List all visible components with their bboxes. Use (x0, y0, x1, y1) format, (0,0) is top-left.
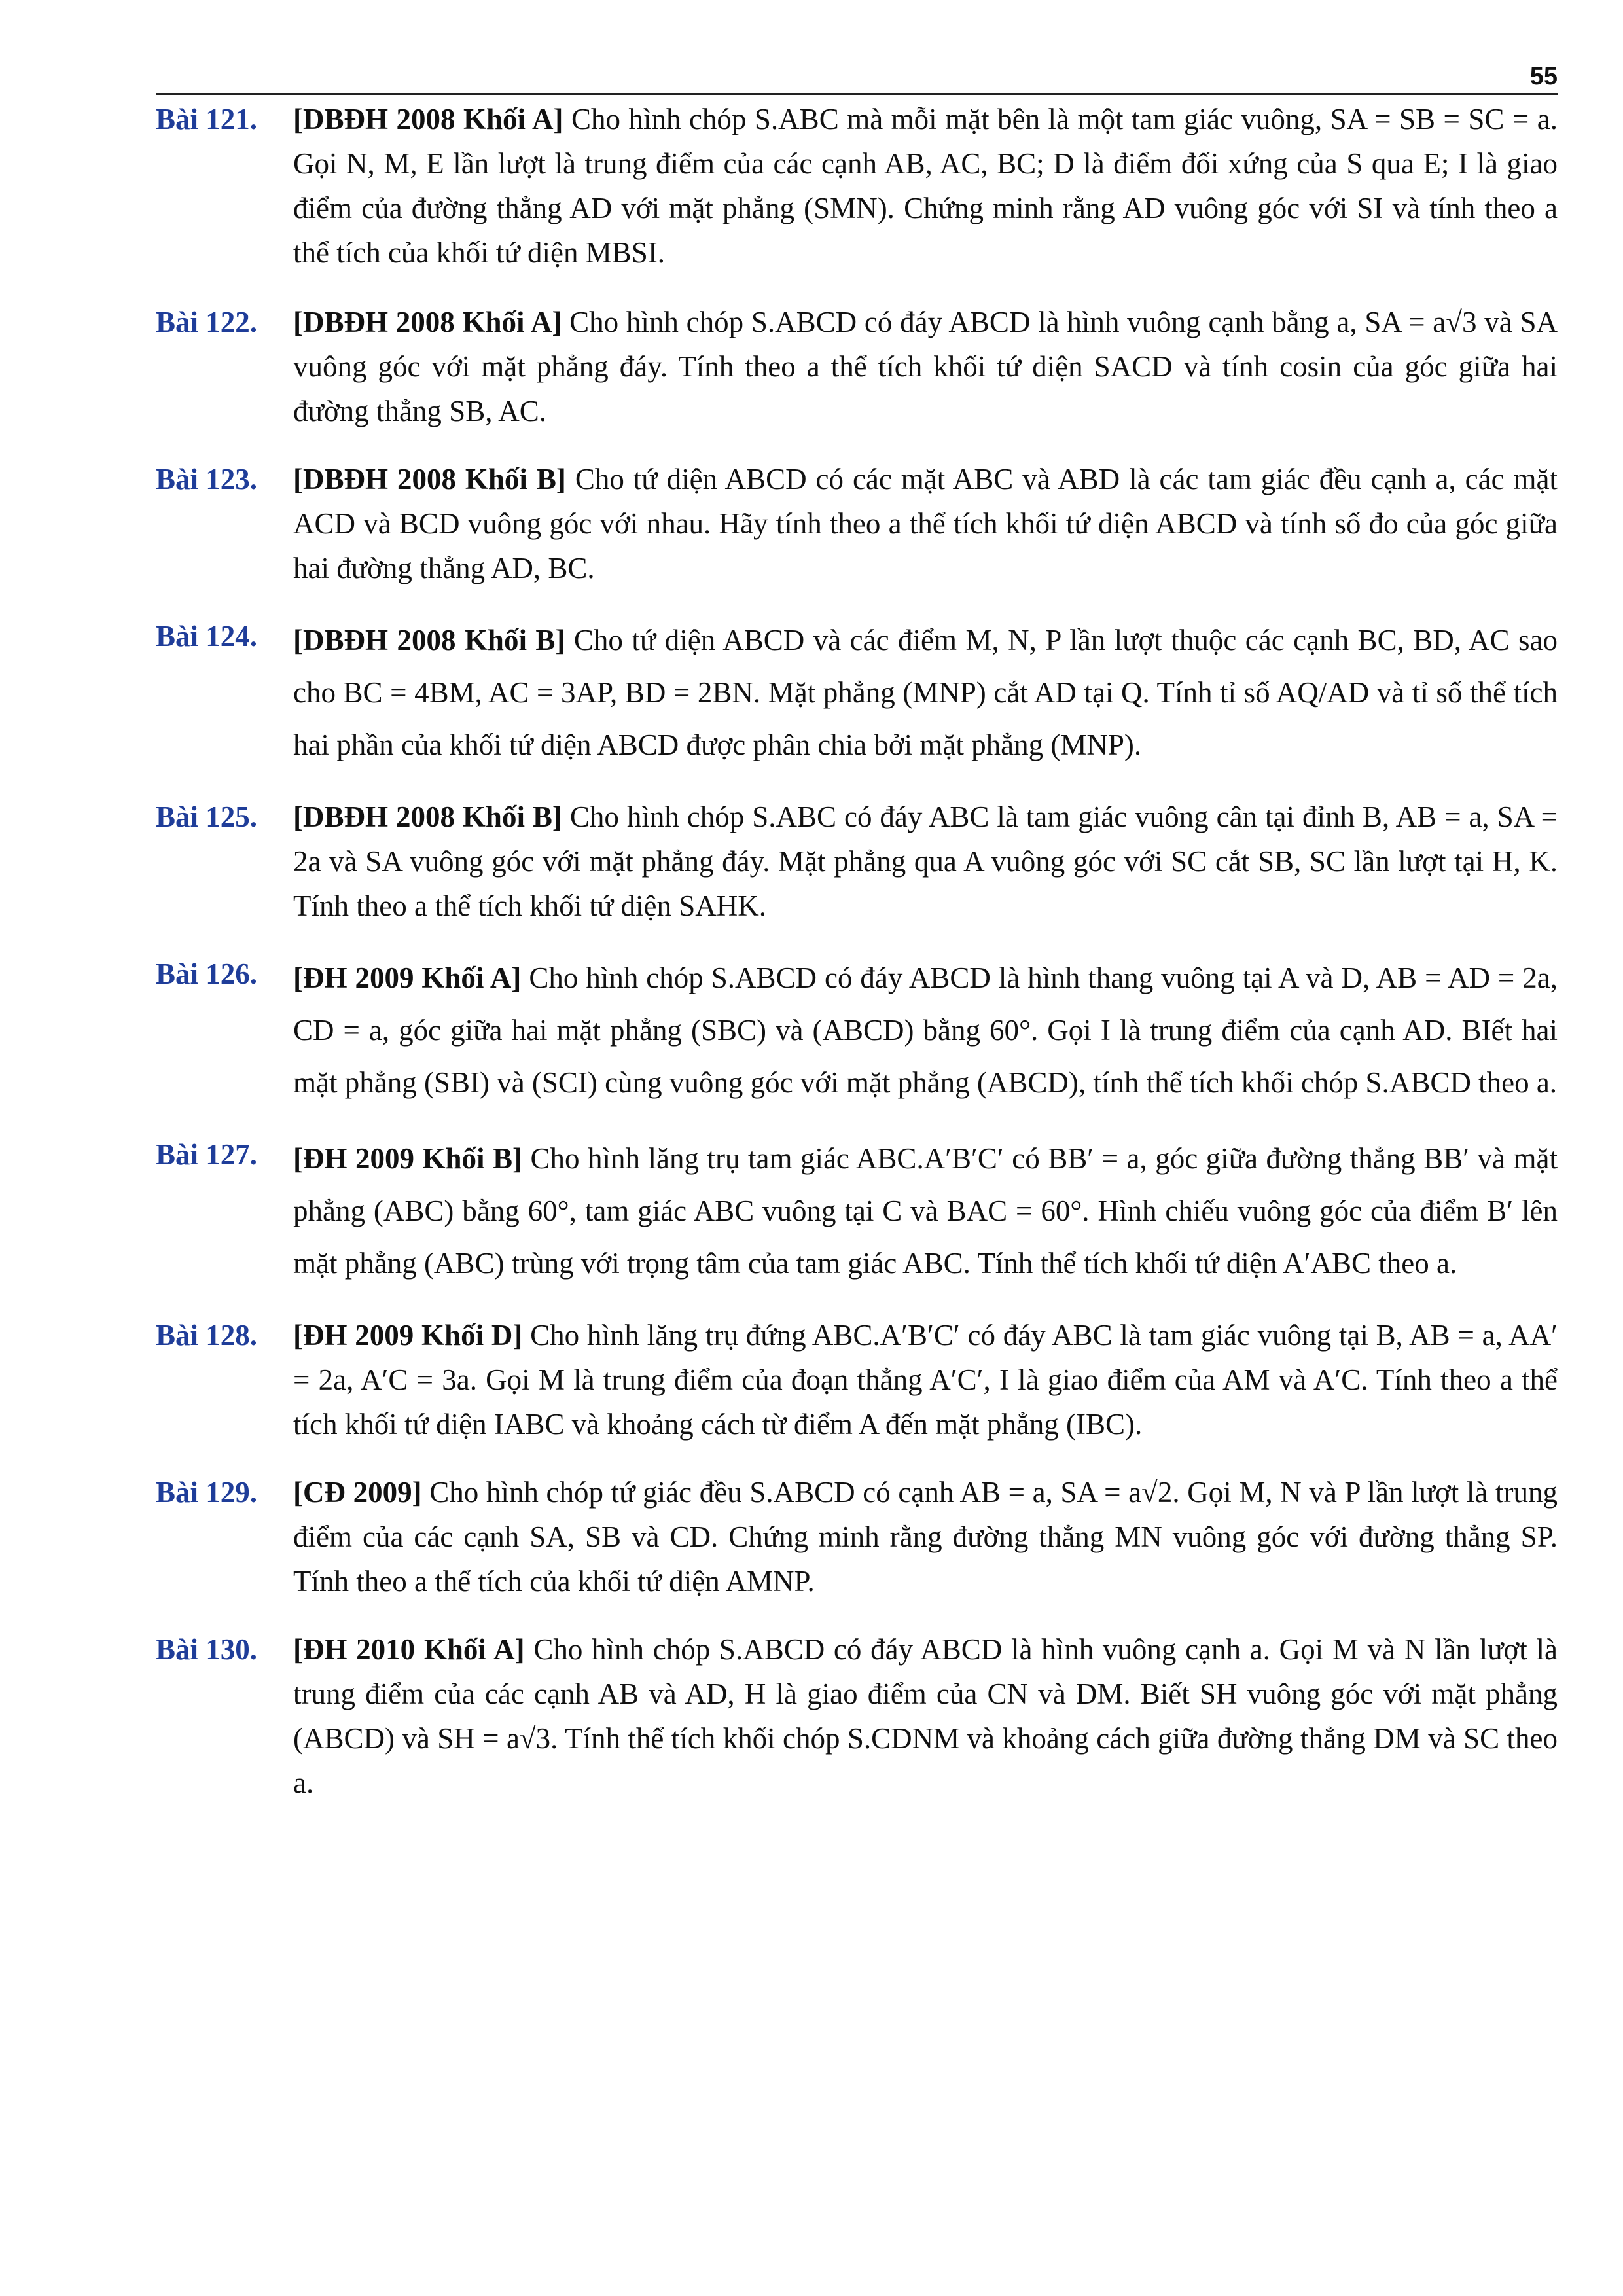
problem-statement: Cho hình chóp S.ABCD có đáy ABCD là hình vuông cạnh a. Gọi M và N lần lượt là trung điểm của các cạnh AB và AD, H là giao điểm của CN và DM. Biết SH vuông góc với mặt phẳng (ABCD) và SH = a√3. Tính thể tích khối chóp S.CDNM và khoảng cách giữa đường thẳng DM và SC theo a. (293, 1633, 1558, 1799)
problem-source: [DBĐH 2008 Khối A] (293, 103, 563, 135)
problem-statement: Cho hình chóp S.ABCD có đáy ABCD là hình thang vuông tại A và D, AB = AD = 2a, CD = a, góc giữa hai mặt phẳng (SBC) và (ABCD) bằng 60°. Gọi I là trung điểm của cạnh AD. BIết hai mặt phẳng (SBI) và (SCI) cùng vuông góc với mặt phẳng (ABCD), tính thể tích khối chóp S.ABCD theo a. (293, 961, 1558, 1099)
problem-body (293, 457, 1558, 590)
problem-129 (156, 1470, 1558, 1604)
problem-126 (156, 952, 1558, 1109)
problem-body (293, 1132, 1558, 1289)
problem-123 (156, 457, 1558, 590)
problem-body (293, 1627, 1558, 1805)
problem-label: Bài 127. (156, 1138, 258, 1171)
problem-124 (156, 614, 1558, 771)
problem-statement: Cho hình chóp S.ABC có đáy ABC là tam giác vuông cân tại đỉnh B, AB = a, SA = 2a và SA vuông góc với mặt phẳng đáy. Mặt phẳng qua A vuông góc với SC cắt SB, SC lần lượt tại H, K. Tính theo a thể tích khối tứ diện SAHK. (293, 800, 1558, 922)
problem-label: Bài 130. (156, 1633, 258, 1666)
problem-label: Bài 122. (156, 306, 258, 338)
problem-source: [CĐ 2009] (293, 1476, 422, 1509)
problem-body (293, 952, 1558, 1109)
problem-statement: Cho hình lăng trụ tam giác ABC.A′B′C′ có BB′ = a, góc giữa đường thẳng BB′ và mặt phẳng (ABC) bằng 60°, tam giác ABC vuông tại C và BAC = 60°. Hình chiếu vuông góc của điểm B′ lên mặt phẳng (ABC) trùng với trọng tâm của tam giác ABC. Tính thể tích khối tứ diện A′ABC theo a. (293, 1142, 1558, 1280)
problem-125 (156, 795, 1558, 928)
problem-statement: Cho hình chóp S.ABC mà mỗi mặt bên là một tam giác vuông, SA = SB = SC = a. Gọi N, M, E lần lượt là trung điểm của các cạnh AB, AC, BC; D là điểm đối xứng của S qua E; I là giao điểm của đường thẳng AD với mặt phẳng (SMN). Chứng minh rằng AD vuông góc với SI và tính theo a thể tích của khối tứ diện MBSI. (293, 103, 1558, 269)
problem-body (293, 1313, 1558, 1446)
problem-source: [ĐH 2010 Khối A] (293, 1633, 525, 1666)
problem-body (293, 614, 1558, 771)
problem-statement: Cho tứ diện ABCD và các điểm M, N, P lần lượt thuộc các cạnh BC, BD, AC sao cho BC = 4BM, AC = 3AP, BD = 2BN. Mặt phẳng (MNP) cắt AD tại Q. Tính tỉ số AQ/AD và tỉ số thể tích hai phần của khối tứ diện ABCD được phân chia bởi mặt phẳng (MNP). (293, 624, 1558, 761)
problem-label: Bài 126. (156, 958, 258, 990)
problem-128 (156, 1313, 1558, 1446)
problem-source: [DBĐH 2008 Khối B] (293, 463, 566, 495)
problem-statement: Cho hình chóp S.ABCD có đáy ABCD là hình vuông cạnh bằng a, SA = a√3 và SA vuông góc với mặt phẳng đáy. Tính theo a thể tích khối tứ diện SACD và tính cosin của góc giữa hai đường thẳng SB, AC. (293, 306, 1558, 427)
problem-body (293, 1470, 1558, 1604)
problem-body (293, 97, 1558, 275)
problem-122 (156, 300, 1558, 433)
problem-list (156, 97, 1558, 1805)
problem-statement: Cho hình chóp tứ giác đều S.ABCD có cạnh AB = a, SA = a√2. Gọi M, N và P lần lượt là trung điểm của các cạnh SA, SB và CD. Chứng minh rằng đường thẳng MN vuông góc với đường thẳng SP. Tính theo a thể tích của khối tứ diện AMNP. (293, 1476, 1558, 1598)
problem-body (293, 795, 1558, 928)
page-number: 55 (1529, 63, 1558, 90)
problem-source: [ĐH 2009 Khối A] (293, 961, 522, 994)
problem-121 (156, 97, 1558, 275)
problem-label: Bài 129. (156, 1476, 258, 1509)
problem-source: [DBĐH 2008 Khối A] (293, 306, 562, 338)
problem-statement: Cho tứ diện ABCD có các mặt ABC và ABD là các tam giác đều cạnh a, các mặt ACD và BCD vuông góc với nhau. Hãy tính theo a thể tích khối tứ diện ABCD và tính số đo của góc giữa hai đường thẳng AD, BC. (293, 463, 1558, 584)
problem-body (293, 300, 1558, 433)
problem-source: [DBĐH 2008 Khối B] (293, 624, 565, 656)
problem-label: Bài 128. (156, 1319, 258, 1352)
problem-130 (156, 1627, 1558, 1805)
header-rule (156, 93, 1558, 95)
problem-label: Bài 125. (156, 800, 258, 833)
problem-label: Bài 121. (156, 103, 258, 135)
problem-source: [DBĐH 2008 Khối B] (293, 800, 562, 833)
problem-source: [ĐH 2009 Khối D] (293, 1319, 523, 1352)
problem-label: Bài 123. (156, 463, 258, 495)
problem-label: Bài 124. (156, 620, 258, 653)
problem-source: [ĐH 2009 Khối B] (293, 1142, 523, 1175)
problem-statement: Cho hình lăng trụ đứng ABC.A′B′C′ có đáy ABC là tam giác vuông tại B, AB = a, AA′ = 2a, A′C = 3a. Gọi M là trung điểm của đoạn thẳng A′C′, I là giao điểm của AM và A′C. Tính theo a thể tích khối tứ diện IABC và khoảng cách từ điểm A đến mặt phẳng (IBC). (293, 1319, 1558, 1441)
problem-127 (156, 1132, 1558, 1289)
